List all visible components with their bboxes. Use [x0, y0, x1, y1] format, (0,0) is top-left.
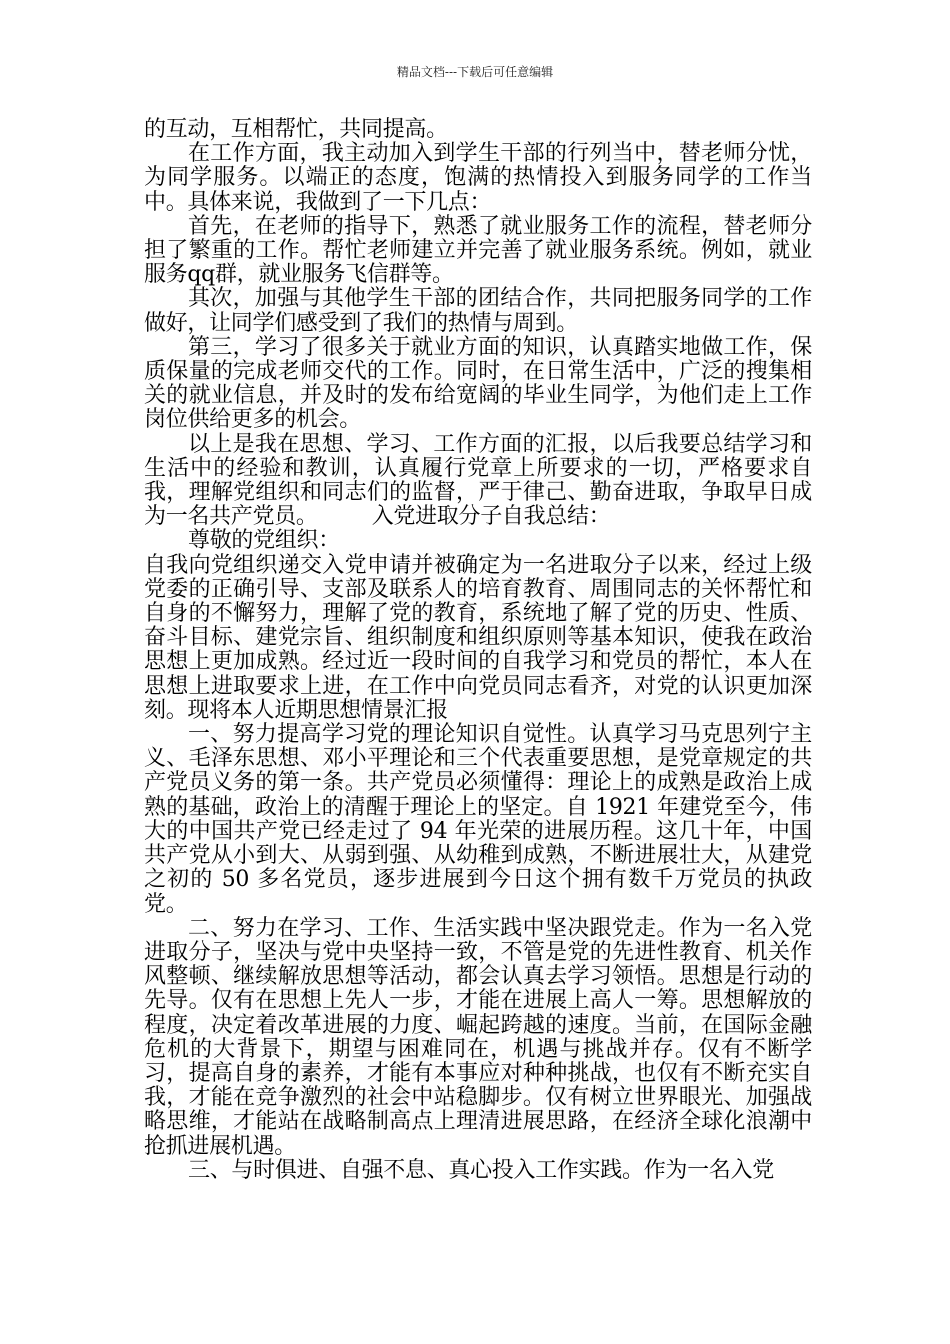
document-body [144, 118, 812, 1183]
paragraph: 的互动，互相帮忙，共同提高。 [144, 117, 448, 142]
paragraph: 一、努力提高学习党的理论知识自觉性。认真学习马克思列宁主义、毛泽东思想、邓小平理论和三个代表重要思想，是党章规定的共产党员义务的第一条。共产党员必须懂得：理论上的成熟是政治上成熟的基础，政治上的清醒于理论上的坚定。自 1921 年建党至今，伟大的中国共产党已经走过了 94 年光荣的进展历程。这几十年，中国共产党从小到大、从弱到强、从幼稚到成熟，不断进展壮大，从建党之初的 50 多名党员，逐步进展到今日这个拥有数千万党员的执政党。 [144, 722, 812, 917]
paragraph: 三、与时俱进、自强不息、真心投入工作实践。作为一名入党 [188, 1157, 774, 1183]
paragraph: 第三，学习了很多关于就业方面的知识，认真踏实地做工作，保质保量的完成老师交代的工作。同时，在日常生活中，广泛的搜集相关的就业信息，并及时的发布给宽阔的毕业生同学，为他们走上工作岗位供给更多的机会。 [144, 334, 812, 433]
paragraph: 首先，在老师的指导下，熟悉了就业服务工作的流程，替老师分担了繁重的工作。帮忙老师建立并完善了就业服务系统。例如，就业服务qq群，就业服务飞信群等。 [144, 213, 812, 288]
page-header: 精品文档---下载后可任意编辑 [396, 65, 554, 79]
paragraph: 自我向党组织递交入党申请并被确定为一名进取分子以来，经过上级党委的正确引导、支部及联系人的培育教育、周围同志的关怀帮忙和自身的不懈努力，理解了党的教育，系统地了解了党的历史、性质、奋斗目标、建党宗旨、组织制度和组织原则等基本知识，使我在政治思想上更加成熟。经过近一段时间的自我学习和党员的帮忙，本人在思想上进取要求上进，在工作中向党员同志看齐，对党的认识更加深刻。现将本人近期思想情景汇报 [144, 552, 812, 723]
paragraph: 以上是我在思想、学习、工作方面的汇报，以后我要总结学习和生活中的经验和教训，认真履行党章上所要求的一切，严格要求自我，理解党组织和同志们的监督，严于律己、勤奋进取，争取早日成为一名共产党员。 入党进取分子自我总结： [144, 431, 812, 530]
paragraph: 二、努力在学习、工作、生活实践中坚决跟党走。作为一名入党进取分子，坚决与党中央坚持一致，不管是党的先进性教育、机关作风整顿、继续解放思想等活动，都会认真去学习领悟。思想是行动的先导。仅有在思想上先人一步，才能在进展上高人一筹。思想解放的程度，决定着改革进展的力度、崛起跨越的速度。当前，在国际金融危机的大背景下，期望与困难同在，机遇与挑战并存。仅有不断学习，提高自身的素养，才能有本事应对种种挑战，也仅有不断充实自我，才能在竞争激烈的社会中站稳脚步。仅有树立世界眼光、加强战略思维，才能站在战略制高点上理清进展思路，在经济全球化浪潮中抢抓进展机遇。 [144, 915, 812, 1159]
paragraph: 其次，加强与其他学生干部的团结合作，共同把服务同学的工作做好，让同学们感受到了我们的热情与周到。 [144, 286, 812, 336]
paragraph: 尊敬的党组织： [188, 528, 340, 554]
paragraph: 在工作方面，我主动加入到学生干部的行列当中，替老师分忧，为同学服务。以端正的态度，饱满的热情投入到服务同学的工作当中。具体来说，我做到了一下几点： [144, 141, 812, 215]
